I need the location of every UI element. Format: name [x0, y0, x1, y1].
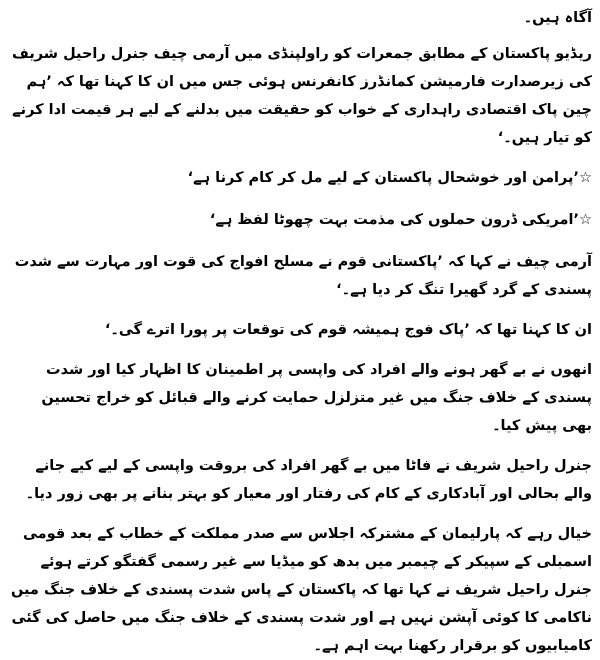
related-link-drone-attacks[interactable]: ☆’امریکی ڈرون حملوں کی مذمت بہت چھوٹا لفظ ہے‘ [209, 212, 592, 228]
paragraph-parliament-session: خیال رہے کہ پارلیمان کے مشترکہ اجلاس سے صدر مملکت کے خطاب کے بعد قومی اسمبلی کے سپیکر کے چیمبر میں بدھ کو میڈیا سے غیر رسمی گفتگو کرتے ہوئے جنرل راحیل شریف نے کہا تھا کہ پاکستان کے پاس شدت پسندی کے خلاف جنگ میں ناکامی کا کوئی آپشن نہیں ہے اور شدت پسندی کے خلاف جنگ میں حاصل کی گئی کامیابیوں کو برقرار رکھنا بہت اہم ہے۔ [10, 526, 592, 654]
paragraph-intro-fragment: آگاہ ہیں۔ [523, 10, 592, 26]
related-link-peaceful-pakistan[interactable]: ☆’پرامن اور خوشحال پاکستان کے لیے مل کر کام کرنا ہے‘ [187, 170, 592, 186]
paragraph-armed-forces: آرمی چیف نے کہا کہ ’پاکستانی قوم نے مسلح افواج کی قوت اور مہارت سے شدت پسندی کے گرد گھیرا تنگ کر دیا ہے۔‘ [14, 254, 592, 298]
paragraph-conference: ریڈیو پاکستان کے مطابق جمعرات کو راولپنڈی میں آرمی چیف جنرل راحیل شریف کی زیرصدارت فارمیشن کمانڈرز کانفرنس ہوئی جس میں ان کا کہنا تھا کہ ’ہم چین پاک اقتصادی راہداری کے خواب کو حقیقت میں بدلنے کے لیے ہر قیمت ادا کرنے کو تیار ہیں۔‘ [12, 46, 592, 146]
paragraph-displaced-persons: انھوں نے بے گھر ہونے والے افراد کی واپسی پر اطمینان کا اظہار کیا اور شدت پسندی کے خلاف جنگ میں غیر متزلزل حمایت کرنے والے قبائل کو خراج تحسین بھی پیش کیا۔ [41, 362, 592, 434]
paragraph-army-expectations: ان کا کہنا تھا کہ ’پاک فوج ہمیشہ قوم کی توقعات پر پورا اترے گی۔‘ [104, 322, 592, 338]
paragraph-fata-rehabilitation: جنرل راحیل شریف نے فاٹا میں بے گھر افراد کی بروقت واپسی کے لیے کیے جانے والے بحالی اور آبادکاری کے کام کی رفتار اور معیار کو بہتر بنانے پر بھی زور دیا۔ [25, 458, 592, 502]
